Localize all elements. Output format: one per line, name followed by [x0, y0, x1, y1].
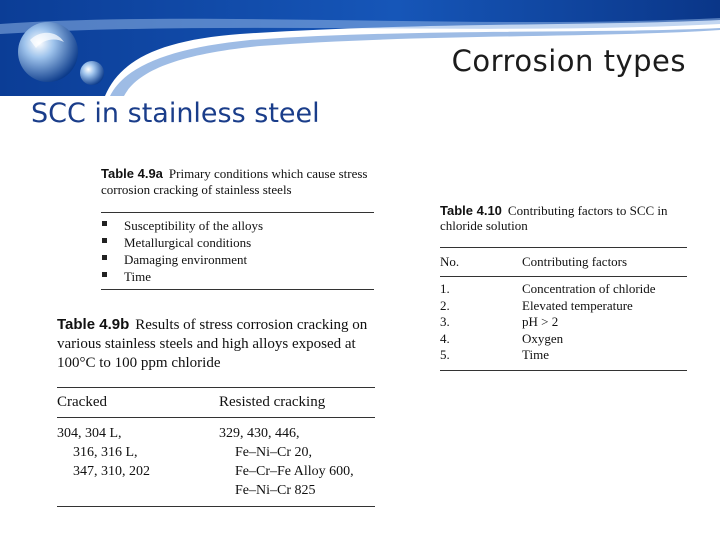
- bullet-icon: [102, 238, 107, 243]
- table-rule-top: [101, 212, 374, 213]
- resisted-column: [219, 424, 354, 500]
- table-caption-text: Contributing factors to SCC in chloride solution: [440, 203, 668, 233]
- table-caption-text: Results of stress corrosion cracking on various stainless steels and high alloys exposed at 100°C to 100 ppm chloride: [57, 317, 368, 371]
- condition-list: [101, 217, 374, 285]
- table-cell: Fe–Cr–Fe Alloy 600,: [235, 464, 354, 479]
- table-row: 1. Concentration of chloride: [440, 281, 656, 296]
- table-body: [57, 424, 375, 500]
- table-header-row: [440, 254, 687, 270]
- table-cell: 347, 310, 202: [73, 464, 150, 479]
- table-rule-bottom: [101, 289, 374, 290]
- bullet-icon: [102, 272, 107, 277]
- table-cell: 304, 304 L,: [57, 426, 122, 441]
- bullet-icon: [102, 221, 107, 226]
- table-4-9b: [57, 315, 375, 507]
- globe-logo-icon: [0, 0, 110, 96]
- table-row: 2. Elevated temperature: [440, 297, 633, 313]
- table-caption: [57, 315, 375, 373]
- table-cell: Fe–Ni–Cr 20,: [235, 445, 312, 460]
- slide-subtitle: SCC in stainless steel: [31, 98, 320, 129]
- table-4-10-rule-bottom: [440, 370, 687, 371]
- table-rule-top: [57, 387, 375, 388]
- slide-title: Corrosion types: [451, 44, 686, 78]
- table-rule-bottom: [57, 506, 375, 507]
- table-caption: [440, 203, 687, 233]
- table-4-9a: [101, 166, 374, 290]
- list-item: Susceptibility of the alloys: [101, 217, 374, 234]
- table-rule-top: [440, 247, 687, 248]
- list-item: Time: [101, 268, 374, 285]
- cracked-column: [57, 424, 219, 500]
- bullet-icon: [102, 255, 107, 260]
- table-row: 3. pH > 2: [440, 314, 559, 329]
- column-header: No.: [440, 254, 460, 269]
- table-row: 5. Time: [440, 347, 549, 362]
- table-number: Table 4.9a: [101, 166, 163, 181]
- table-number: Table 4.10: [440, 203, 502, 218]
- table-caption-text: Primary conditions which cause stress corrosion cracking of stainless steels: [101, 166, 368, 197]
- table-header-row: [57, 394, 375, 411]
- column-header: Resisted cracking: [219, 394, 326, 410]
- table-caption: [101, 166, 374, 198]
- table-rule-mid: [57, 417, 375, 418]
- table-cell: 316, 316 L,: [73, 445, 138, 460]
- table-body: [440, 281, 687, 364]
- list-item: Damaging environment: [101, 251, 374, 268]
- table-4-10: [440, 203, 687, 370]
- table-cell: 329, 430, 446,: [219, 426, 300, 441]
- list-item: Metallurgical conditions: [101, 234, 374, 251]
- table-row: 4. Oxygen: [440, 330, 564, 346]
- table-rule-mid: [440, 276, 687, 277]
- column-header: Cracked: [57, 394, 107, 410]
- table-number: Table 4.9b: [57, 316, 130, 333]
- table-cell: Fe–Ni–Cr 825: [235, 483, 316, 498]
- column-header: Contributing factors: [522, 254, 628, 269]
